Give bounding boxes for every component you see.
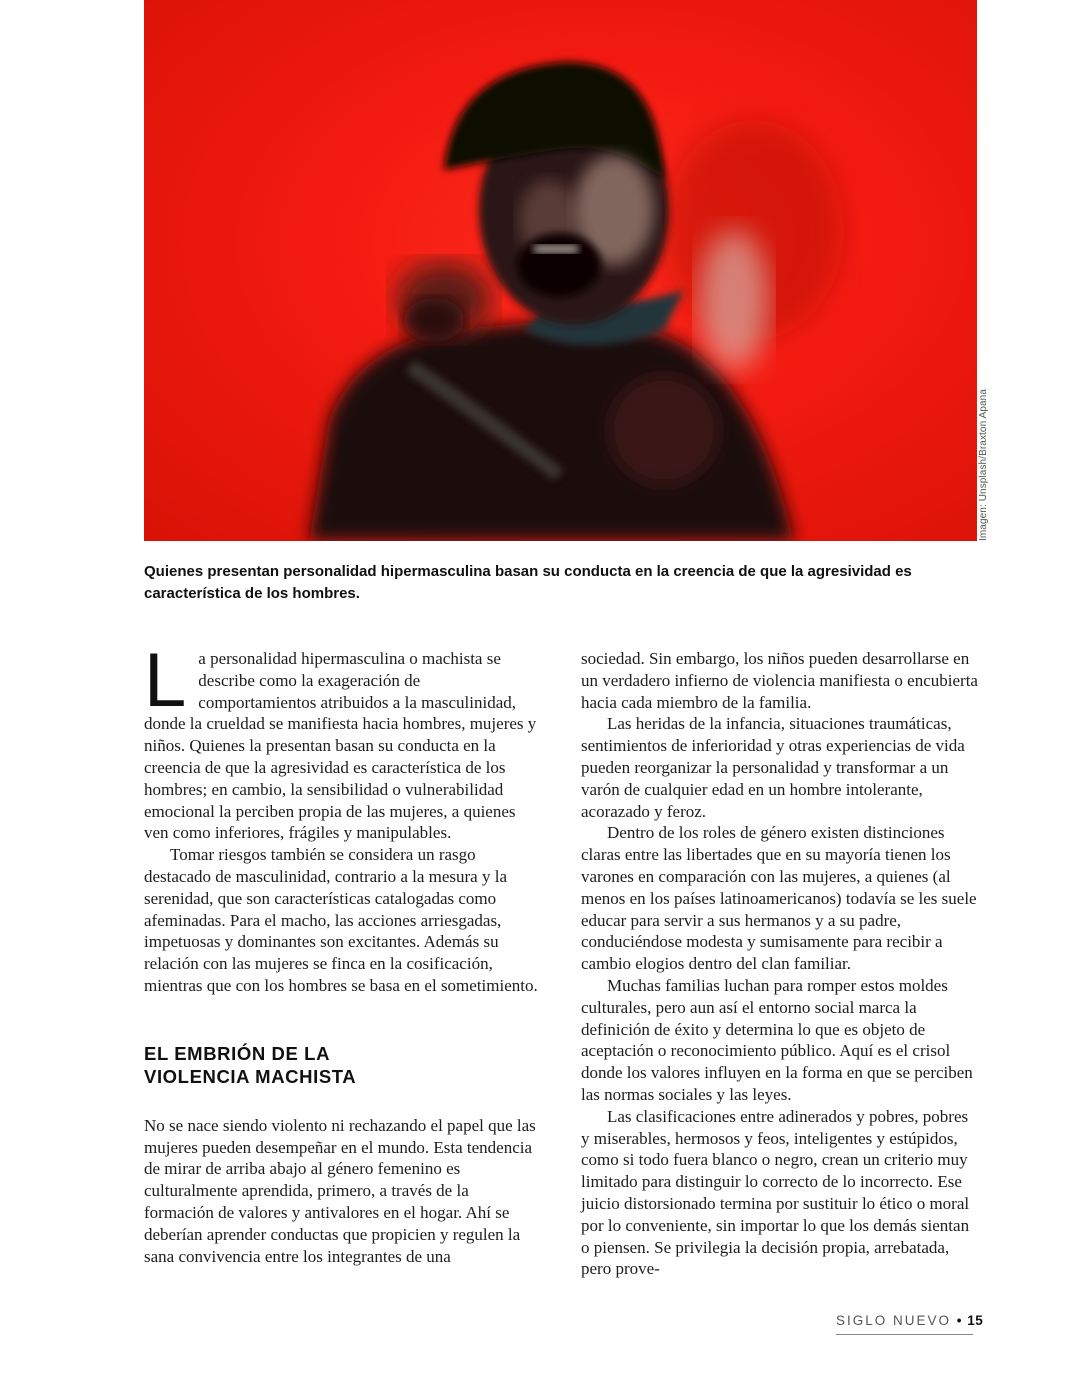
- photo-caption: Quienes presentan personalidad hipermasculina basan su conducta en la creencia de que la agresividad es característica de los hombres.: [144, 563, 912, 602]
- paragraph: Muchas familias luchan para romper estos moldes culturales, pero aun así el entorno social marca la definición de éxito y determina lo que es objeto de aceptación o reconocimiento público. Aquí es el crisol donde los valores influyen en la forma en que se perciben las normas sociales y las leyes.: [581, 975, 973, 1104]
- photo-credit: Imagen: Unsplash/Braxton Apana: [978, 389, 989, 541]
- drop-cap: L: [144, 638, 187, 723]
- man-screaming-photo: [144, 0, 977, 541]
- paragraph: Tomar riesgos también se considera un rasgo destacado de masculinidad, contrario a la mesura y la serenidad, que son características catalogadas como afeminadas. Para el macho, las acciones arriesgadas, impetuosas y dominantes son excitantes. Además su relación con las mujeres se finca en la cosificación, mientras que con los hombres se basa en el sometimiento.: [144, 845, 538, 995]
- intro-paragraph: [144, 638, 542, 844]
- paragraph: sociedad. Sin embargo, los niños pueden desarrollarse en un verdadero infierno de violencia manifiesta o encubierta hacia cada miembro de la familia.: [581, 649, 978, 712]
- section-heading-line: EL EMBRIÓN DE LA: [144, 1042, 331, 1064]
- article-column-left: [144, 638, 542, 1267]
- page-number: 15: [967, 1313, 984, 1328]
- article-photo: [144, 0, 977, 541]
- section-heading: [144, 1042, 542, 1088]
- section-heading-line: VIOLENCIA MACHISTA: [144, 1065, 357, 1087]
- footer-separator: •: [956, 1313, 962, 1328]
- intro-text: a personalidad hipermasculina o machista se describe como la exageración de comportamientos atribuidos a la masculinidad, donde la crueldad se manifiesta hacia hombres, mujeres y niños. Quienes la presentan basan su conducta en la creencia de que la agresividad es característica de los hombres; en cambio, la sensibilidad o vulnerabilidad emocional la perciben propia de las mujeres, a quienes ven como inferiores, frágiles y manipulables.: [144, 649, 537, 843]
- paragraph: Las heridas de la infancia, situaciones traumáticas, sentimientos de inferioridad y otras experiencias de vida pueden reorganizar la personalidad y transformar a un varón de cualquier edad en un hombre intolerante, acorazado y feroz.: [581, 714, 965, 821]
- page-footer: [836, 1313, 984, 1335]
- paragraph: Dentro de los roles de género existen distinciones claras entre las libertades que en su mayoría tienen los varones en comparación con las mujeres, a quienes (al menos en los países latinoamericanos) todavía se les suele educar para servir a sus hermanos y a su padre, conduciéndose modesta y sumisamente para recibir a cambio elogios dentro del clan familiar.: [581, 823, 977, 974]
- paragraph: Las clasificaciones entre adinerados y pobres, pobres y miserables, hermosos y feos, inteligentes y estúpidos, como si todo fuera blanco o negro, crean un criterio muy limitado para distinguir lo correcto de lo incorrecto. Ese juicio distorsionado termina por sustituir lo ético o moral por lo conveniente, sin importar lo que los demás sientan o piensen. Se privilegia la decisión propia, arrebatada, pero prove-: [581, 1106, 970, 1279]
- article-column-right: [581, 648, 979, 1280]
- publication-name: SIGLO NUEVO: [836, 1313, 952, 1328]
- paragraph: No se nace siendo violento ni rechazando el papel que las mujeres pueden desempeñar en el mundo. Esta tendencia de mirar de arriba abajo al género femenino es culturalmente aprendida, primero, a través de la formación de valores y antivalores en el hogar. Ahí se deberían aprender conductas que propicien y regulen la sana convivencia entre los integrantes de una: [144, 1115, 536, 1266]
